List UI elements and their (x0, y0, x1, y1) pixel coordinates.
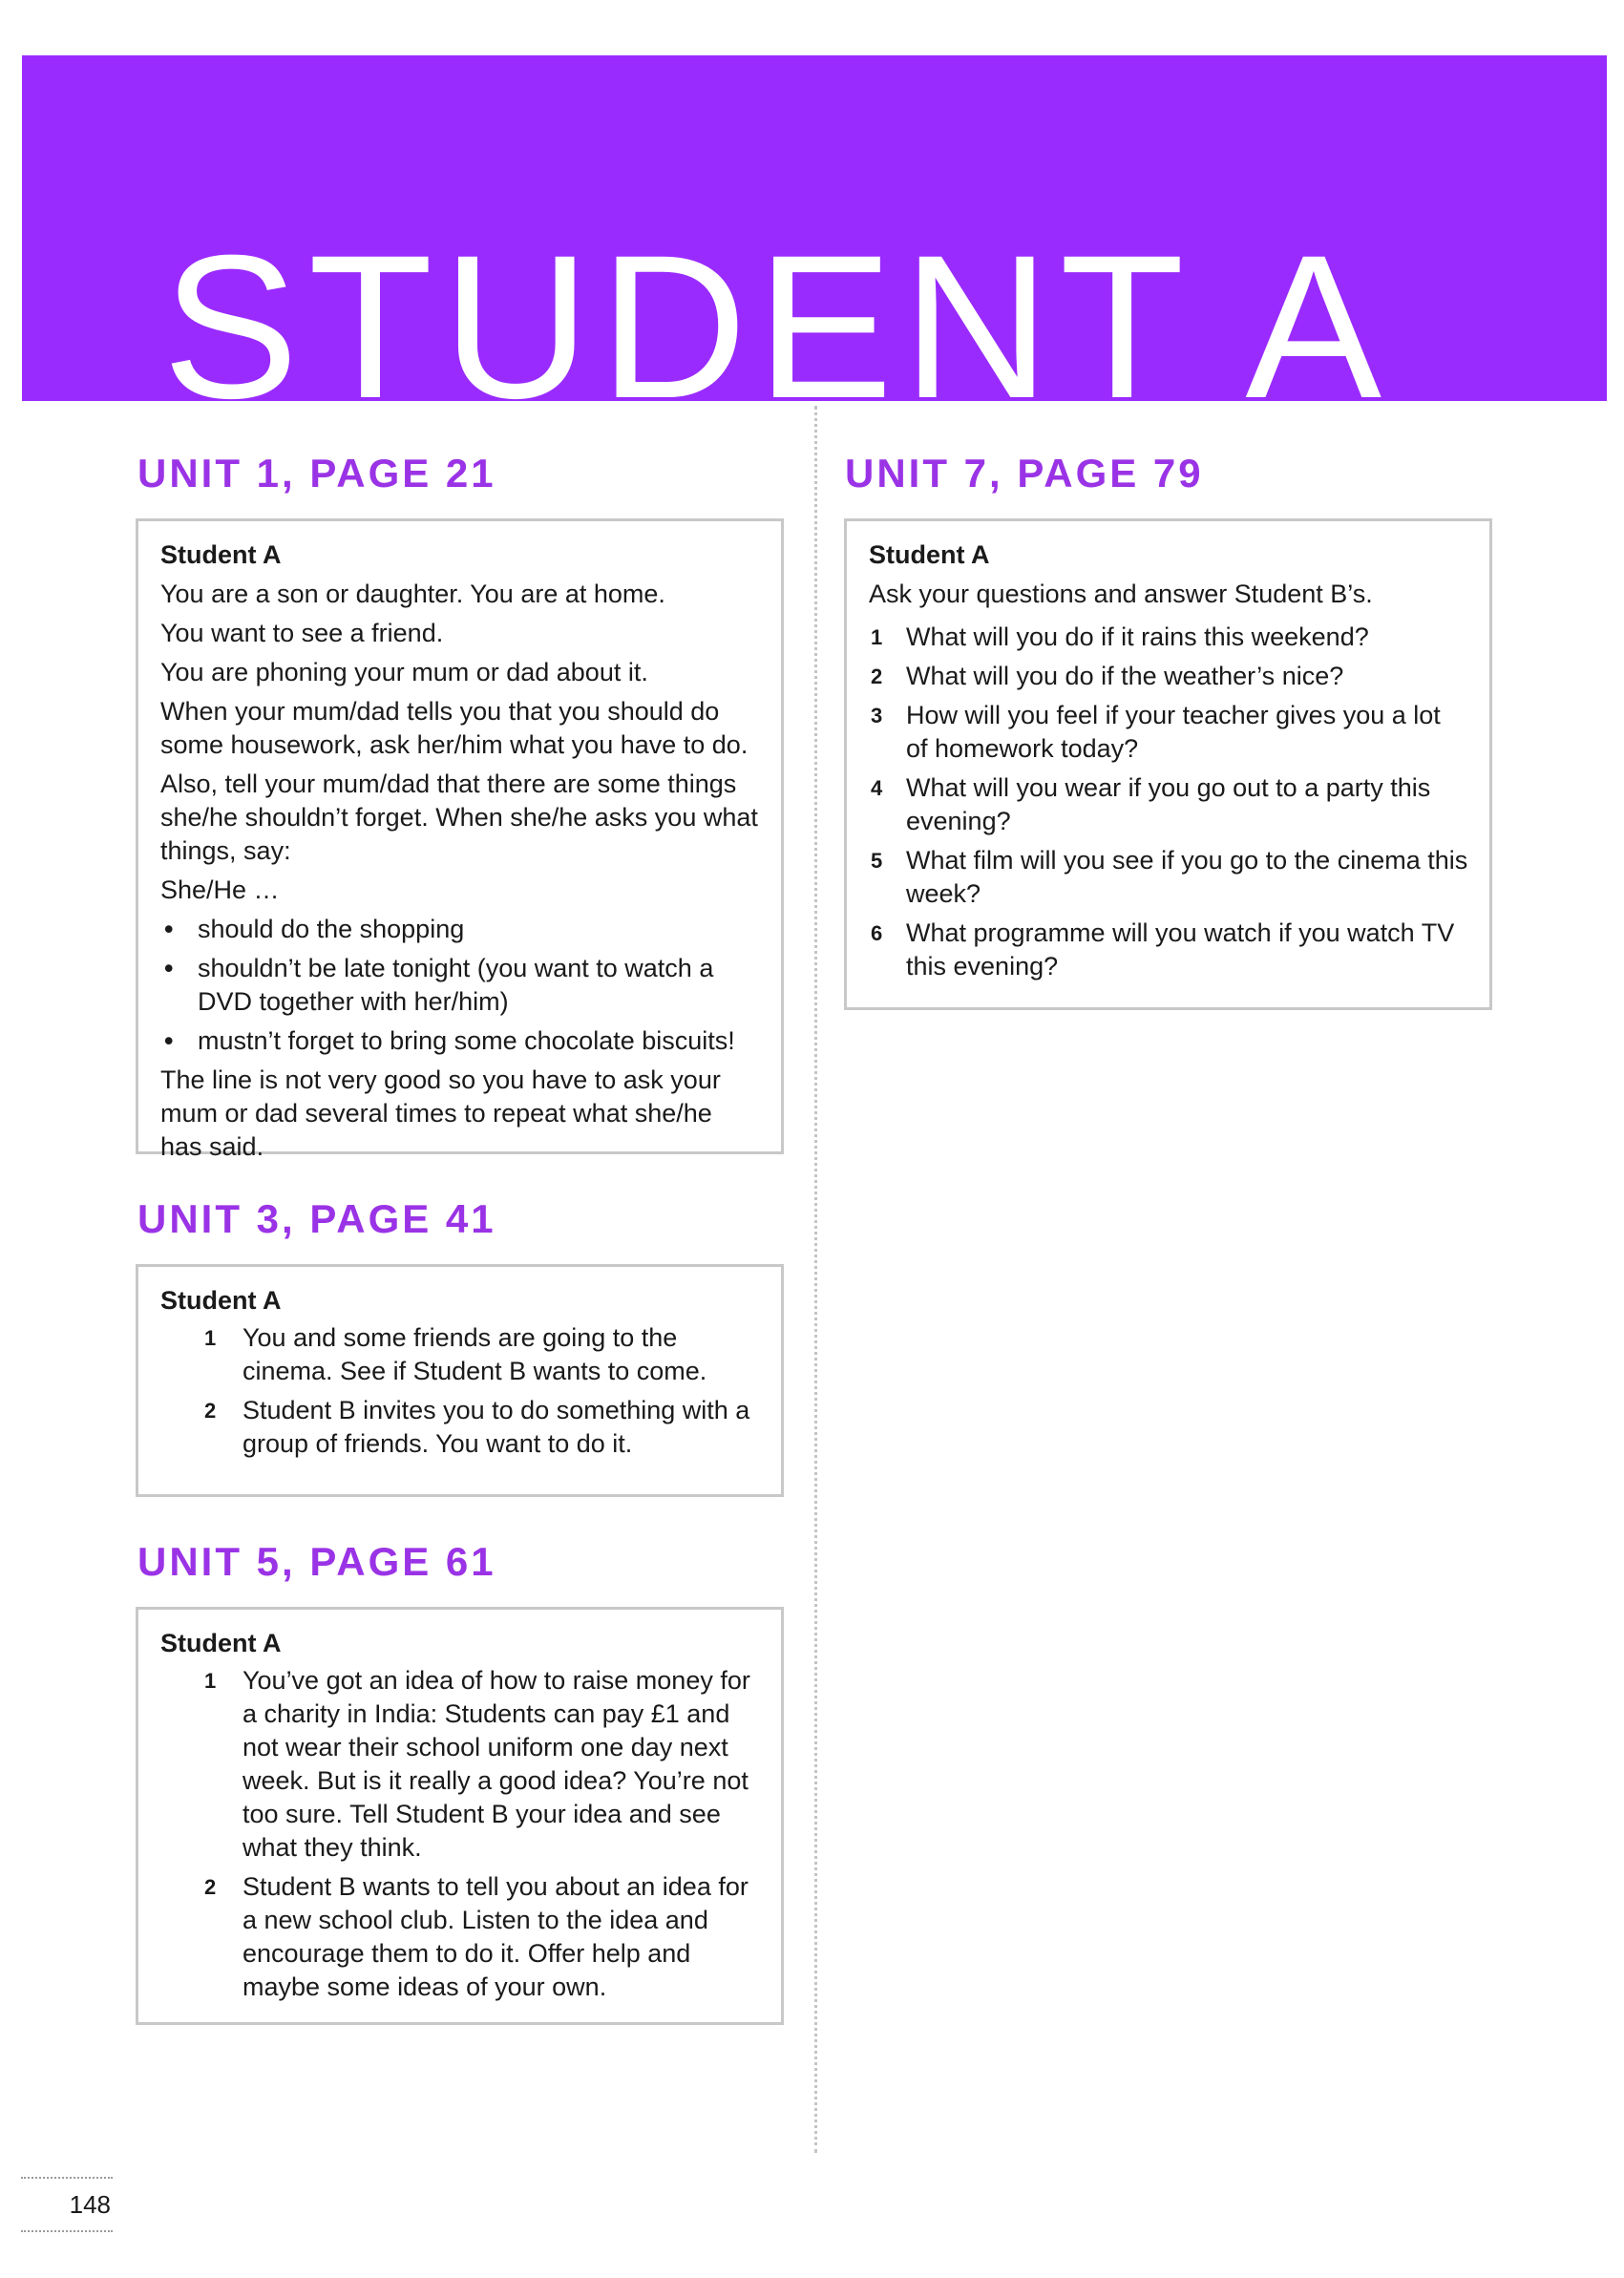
list-item-text: What will you wear if you go out to a party this evening? (906, 773, 1431, 835)
list-item-text: should do the shopping (198, 915, 465, 943)
list-item-text: shouldn’t be late tonight (you want to watch a DVD together with her/him) (198, 954, 714, 1016)
list-item (160, 1321, 760, 1388)
unit-3-heading: UNIT 3, PAGE 41 (137, 1196, 496, 1241)
page-number-box (21, 2177, 113, 2232)
list-item-text: What will you do if it rains this weekend? (906, 622, 1369, 651)
bullet-icon: • (164, 915, 174, 943)
item-number: 2 (204, 1399, 217, 1423)
instruction-text: Ask your questions and answer Student B’s. (869, 580, 1373, 608)
instruction-text: She/He … (160, 875, 280, 904)
bullet-list (160, 913, 760, 1058)
item-number: 5 (871, 849, 883, 873)
instruction-text: The line is not very good so you have to ask your mum or dad several times to repeat what she/he has said. (160, 1065, 721, 1161)
student-label: Student A (869, 540, 990, 569)
instruction-text: When your mum/dad tells you that you should do some housework, ask her/him what you have to do. (160, 697, 749, 759)
unit-7-heading: UNIT 7, PAGE 79 (845, 451, 1204, 496)
item-number: 1 (204, 1669, 217, 1693)
list-item (869, 917, 1468, 983)
page-title: STUDENT A (162, 213, 1392, 441)
unit-1-box (136, 518, 784, 1161)
unit-5-heading: UNIT 5, PAGE 61 (137, 1539, 496, 1584)
instruction-text: You are a son or daughter. You are at home. (160, 580, 665, 608)
item-number: 2 (871, 664, 883, 688)
item-number: 2 (204, 1875, 217, 1899)
bullet-icon: • (164, 1026, 174, 1055)
list-item (160, 1024, 760, 1058)
list-item-text: You’ve got an idea of how to raise money for a charity in India: Students can pay £1 and not wear their school uniform one day next week. But is it really a good idea? You’re not too sure. Tell Student B your idea and see what they think. (243, 1666, 750, 1862)
student-label: Student A (160, 1286, 282, 1315)
item-number: 3 (871, 704, 883, 728)
unit-3-box (136, 1264, 784, 1497)
instruction-text: You want to see a friend. (160, 619, 444, 647)
list-item (869, 699, 1468, 766)
page-number: 148 (69, 2190, 111, 2219)
list-item (869, 844, 1468, 911)
bullet-icon: • (164, 954, 174, 982)
list-item-text: Student B wants to tell you about an idea for a new school club. Listen to the idea and encourage them to do it. Offer help and maybe some ideas of your own. (243, 1872, 749, 2001)
list-item-text: mustn’t forget to bring some chocolate biscuits! (198, 1026, 735, 1055)
list-item (869, 771, 1468, 838)
unit-5-box (136, 1607, 784, 2025)
numbered-list (160, 1321, 760, 1461)
list-item (160, 952, 760, 1019)
list-item-text: You and some friends are going to the cinema. See if Student B wants to come. (243, 1323, 707, 1385)
item-number: 1 (204, 1326, 217, 1350)
item-number: 1 (871, 625, 883, 649)
list-item (160, 913, 760, 946)
list-item-text: What programme will you watch if you watch TV this evening? (906, 918, 1455, 981)
list-item-text: What film will you see if you go to the cinema this week? (906, 846, 1468, 908)
list-item (160, 1664, 760, 1865)
unit-1-heading: UNIT 1, PAGE 21 (137, 451, 496, 496)
column-divider (814, 406, 817, 2153)
list-item-text: What will you do if the weather’s nice? (906, 662, 1344, 690)
list-item (160, 1394, 760, 1461)
list-item-text: How will you feel if your teacher gives you a lot of homework today? (906, 701, 1441, 763)
numbered-list (160, 1664, 760, 2004)
student-label: Student A (160, 1629, 282, 1657)
numbered-list (869, 621, 1468, 983)
instruction-text: You are phoning your mum or dad about it. (160, 658, 648, 686)
list-item-text: Student B invites you to do something with a group of friends. You want to do it. (243, 1396, 750, 1458)
item-number: 6 (871, 921, 883, 945)
student-label: Student A (160, 540, 282, 569)
header-banner (22, 55, 1607, 441)
list-item (160, 1870, 760, 2004)
instruction-text: Also, tell your mum/dad that there are some things she/he shouldn’t forget. When she/he asks you what things, say: (160, 770, 758, 865)
list-item (869, 621, 1468, 654)
item-number: 4 (871, 776, 883, 800)
list-item (869, 660, 1468, 693)
unit-7-box (844, 518, 1492, 1010)
